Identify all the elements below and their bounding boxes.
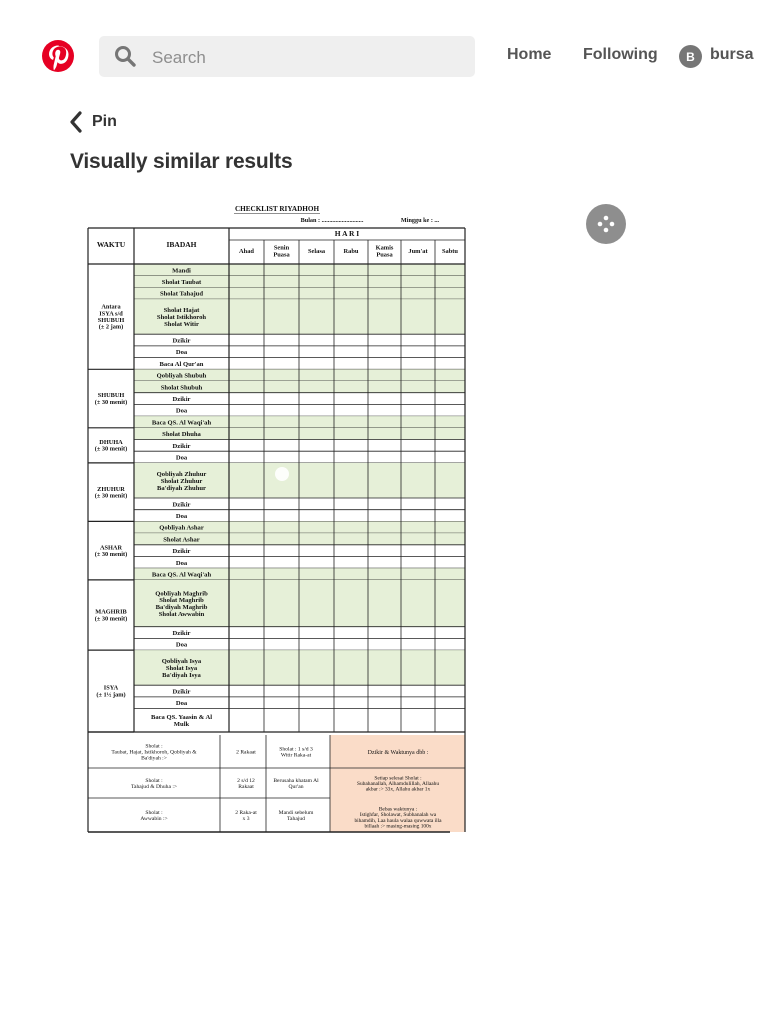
- sheet-minggu: Minggu ke : ...: [400, 217, 440, 224]
- note-label: Sholat : Awwabin :>: [140, 810, 168, 822]
- section-title: Visually similar results: [70, 150, 293, 173]
- note-extra: Berusaha khatam Al Qur'an: [273, 778, 319, 790]
- checklist-image: [84, 198, 470, 839]
- note-label: Sholat : Tahajud & Dhuha :>: [130, 778, 178, 790]
- search-icon: [114, 45, 136, 67]
- dzikir-title: Dzikir & Waktunya dbb :: [367, 750, 429, 756]
- sheet-title: CHECKLIST RIYADHOH: [234, 205, 320, 213]
- ibadah-item: Sholat Ashar: [163, 536, 200, 544]
- search-input[interactable]: [150, 43, 464, 72]
- pin-card[interactable]: [84, 198, 470, 839]
- header-day: Sabtu: [442, 248, 458, 255]
- ibadah-item: Doa: [175, 559, 188, 567]
- header-day: Kamis Puasa: [375, 244, 394, 259]
- ibadah-item: Doa: [175, 407, 188, 415]
- ibadah-item: Qobliyah Maghrib Sholat Maghrib Ba'diyah Maghrib Sholat Awwabin: [155, 590, 208, 619]
- ibadah-item: Sholat Tahajud: [159, 290, 204, 298]
- waktu-cell: ZHUHUR (± 30 menit): [94, 485, 128, 500]
- pinterest-logo-icon[interactable]: [42, 40, 74, 72]
- ibadah-item: Baca QS. Yaasin & Al Mulk: [150, 714, 213, 729]
- ibadah-item: Dzikir: [172, 501, 191, 509]
- waktu-cell: DHUHA (± 30 menit): [94, 439, 128, 453]
- avatar[interactable]: B: [679, 45, 702, 68]
- header-waktu: WAKTU: [96, 240, 126, 249]
- header-day: Jum'at: [408, 248, 428, 255]
- note-label: Sholat : Taubat, Hajat, Istikhoroh, Qobliyah & Ba'diyah :>: [111, 743, 197, 762]
- note-extra: Mandi sebelum Tahajud: [278, 810, 314, 822]
- header-day: Selasa: [307, 248, 326, 255]
- waktu-cell: ASHAR (± 30 menit): [94, 544, 128, 558]
- waktu-cell: Antara ISYA s/d SHUBUH (± 2 jam): [97, 303, 125, 331]
- ibadah-item: Qobliyah Isya Sholat Isya Ba'diyah Isya: [161, 658, 202, 679]
- header-ibadah: IBADAH: [166, 240, 197, 249]
- more-options-button[interactable]: [586, 204, 626, 244]
- ibadah-item: Dzikir: [172, 395, 191, 403]
- waktu-cell: ISYA (± 1½ jam): [96, 684, 126, 699]
- header-day: Rabu: [343, 248, 359, 255]
- ibadah-item: Dzikir: [172, 548, 191, 556]
- dots-icon: [586, 204, 626, 244]
- ibadah-item: Dzikir: [172, 629, 191, 637]
- sheet-bulan: Bulan : ...........................: [300, 217, 364, 224]
- ibadah-item: Doa: [175, 641, 188, 649]
- note-count: 2 s/d 12 Rakaat: [237, 778, 255, 790]
- ibadah-item: Baca QS. Al Waqi'ah: [151, 419, 212, 427]
- ibadah-item: Doa: [175, 454, 188, 462]
- ibadah-item: Mandi: [172, 267, 191, 275]
- note-extra: Sholat : 1 s/d 3 Witir Raka-at: [279, 746, 313, 759]
- ibadah-item: Sholat Dhuha: [162, 431, 201, 439]
- ibadah-item: Doa: [175, 349, 188, 357]
- dzikir-after-sholat: Setiap selesai Sholat : Subahanallah, Alhamdulillah, Allaahu akbar :> 33x, Allahu akbar 1x: [356, 775, 440, 793]
- nav-following-link[interactable]: Following: [583, 46, 658, 63]
- ibadah-item: Baca Al Qur'an: [159, 360, 204, 368]
- ibadah-item: Qobliyah Zhuhur Sholat Zhuhur Ba'diyah Zhuhur: [156, 470, 207, 492]
- note-count: 2 Raka-at x 3: [235, 810, 257, 822]
- back-button[interactable]: [68, 108, 117, 136]
- ibadah-item: Sholat Shubuh: [160, 384, 203, 392]
- ibadah-item: Sholat Hajat Sholat Istikhoroh Sholat Witir: [156, 307, 207, 328]
- ibadah-item: Baca QS. Al Waqi'ah: [151, 571, 212, 579]
- chevron-left-icon: [68, 110, 84, 134]
- ibadah-item: Doa: [175, 700, 188, 708]
- header-day: Ahad: [239, 248, 254, 255]
- header-hari: H A R I: [334, 229, 360, 238]
- waktu-cell: SHUBUH (± 30 menit): [94, 392, 128, 406]
- back-label: Pin: [92, 113, 117, 130]
- glare-dot: [275, 467, 289, 481]
- username-link[interactable]: bursa: [710, 46, 754, 63]
- ibadah-item: Qobliyah Ashar: [159, 524, 204, 532]
- ibadah-item: Qobliyah Shubuh: [156, 372, 207, 380]
- ibadah-item: Dzikir: [172, 688, 191, 696]
- nav-home-link[interactable]: Home: [507, 46, 552, 63]
- ibadah-item: Dzikir: [172, 337, 191, 345]
- ibadah-item: Doa: [175, 512, 188, 520]
- note-count: 2 Rakaat: [236, 749, 256, 756]
- header-day: Senin Puasa: [273, 244, 290, 259]
- waktu-cell: MAGHRIB (± 30 menit): [94, 608, 128, 623]
- ibadah-item: Dzikir: [172, 442, 191, 450]
- ibadah-item: Sholat Taubat: [161, 278, 202, 286]
- dzikir-free-time: Bebas waktunya : Istighfar, Sholawat, Subhanalah wa bihamdih, Laa haula walaa quwwata illa billaah :> masing-masing 100x: [354, 806, 442, 830]
- top-nav-bar: [0, 0, 768, 112]
